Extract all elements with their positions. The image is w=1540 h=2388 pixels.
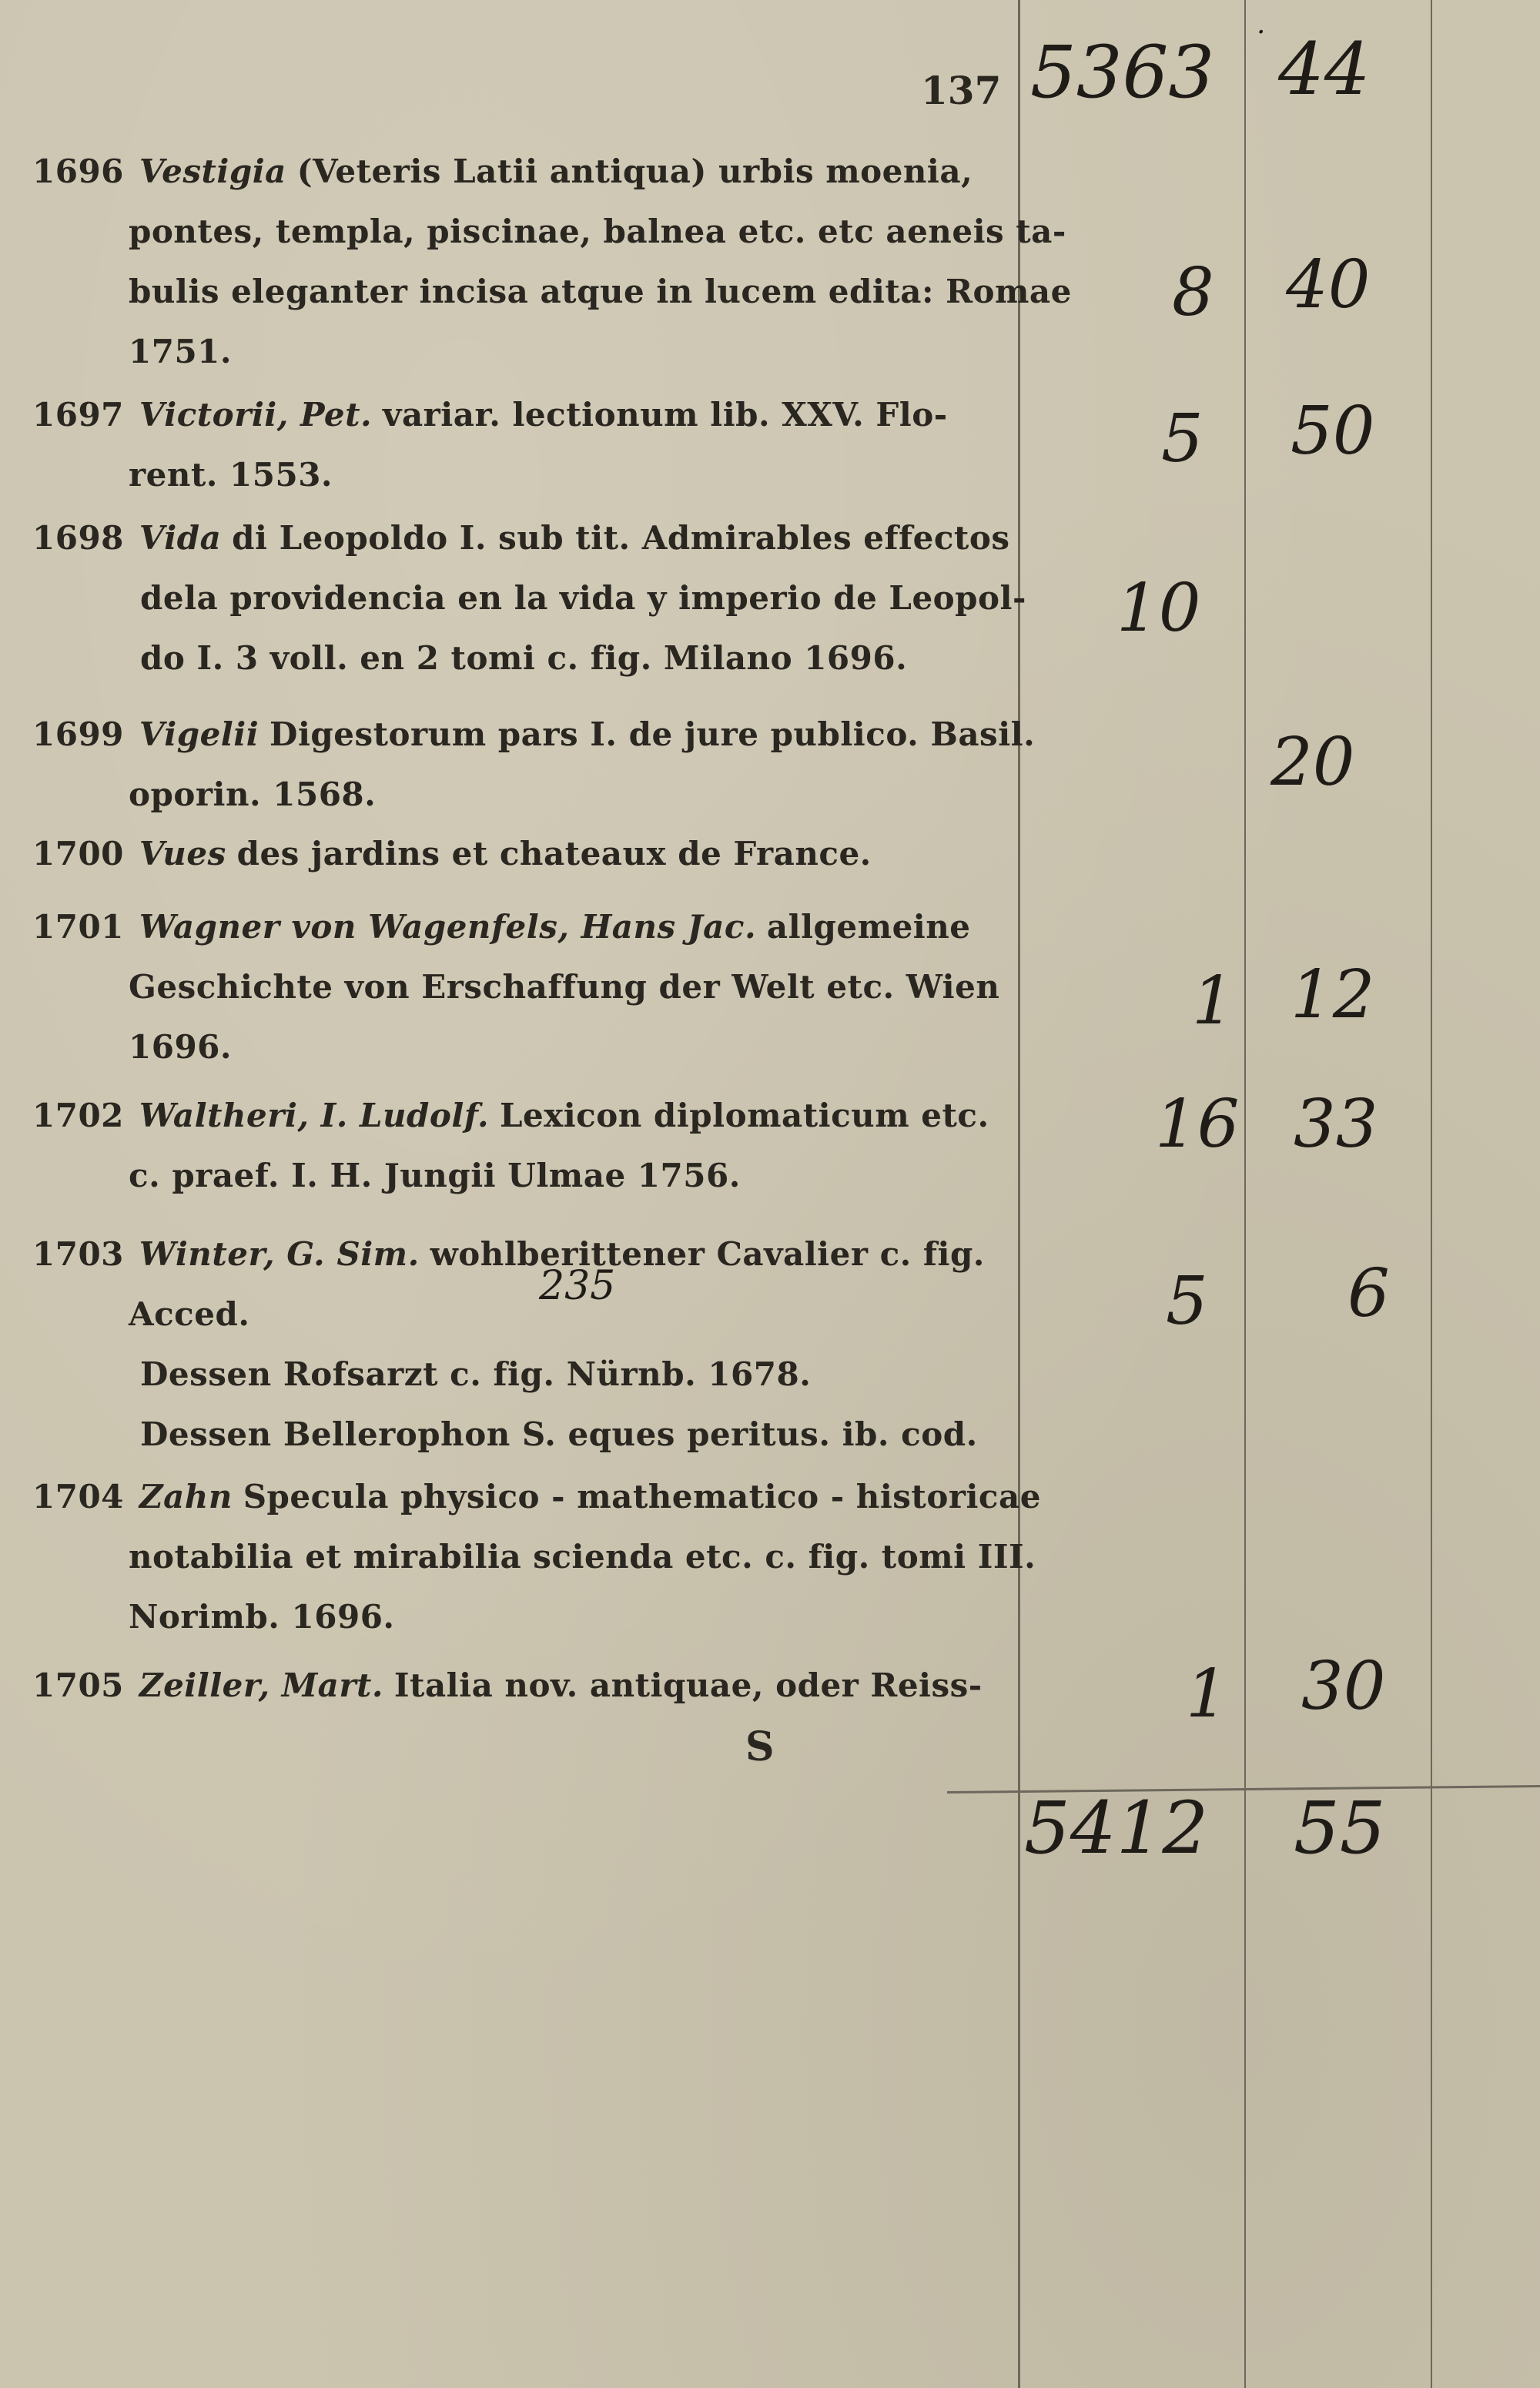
price-right: 50 — [1291, 393, 1375, 470]
entry-1697 — [32, 385, 948, 505]
entry-text: Specula physico - mathematico - historicae — [243, 1478, 1041, 1516]
entry-number: 1696 — [32, 152, 124, 190]
entry-number: 1702 — [32, 1097, 124, 1134]
price-left: 1 — [1186, 1656, 1228, 1733]
carried-over-dash: · — [1257, 17, 1266, 49]
entry-text: (Veteris Latii antiqua) urbis moenia, — [296, 152, 973, 190]
price-left: 10 — [1116, 570, 1201, 647]
entry-name: Vestigia — [139, 152, 286, 190]
entry-1700 — [32, 824, 872, 884]
price-right: 6 — [1348, 1255, 1390, 1332]
entry-number: 1704 — [32, 1478, 124, 1516]
entry-number: 1697 — [32, 396, 124, 434]
entry-text: bulis eleganter incisa atque in lucem edita: Romae — [129, 273, 1072, 310]
entry-text: Italia nov. antiquae, oder Reiss- — [393, 1666, 983, 1704]
price-right: 33 — [1294, 1086, 1378, 1163]
entry-text: dela providencia en la vida y imperio de Leopol- — [140, 579, 1026, 617]
entry-number: 1698 — [32, 519, 124, 557]
ledger-rule-right — [1431, 0, 1432, 2388]
printer-signature: S — [745, 1723, 775, 1770]
entry-name: Wagner von Wagenfels, Hans Jac. — [139, 908, 757, 946]
entry-text: Dessen Rofsarzt c. fig. Nürnb. 1678. — [140, 1355, 812, 1393]
entry-text: des jardins et chateaux de France. — [236, 835, 872, 872]
entry-text: notabilia et mirabilia scienda etc. c. fig. tomi III. — [129, 1538, 1036, 1576]
total-left: 5412 — [1024, 1787, 1209, 1871]
entry-1696 — [32, 142, 1072, 382]
entry-text: variar. lectionum lib. XXV. Flo- — [383, 396, 948, 434]
price-left: 16 — [1155, 1086, 1240, 1163]
entry-text: wohlberittener Cavalier c. fig. — [430, 1235, 985, 1273]
entry-text: Dessen Bellerophon S. eques peritus. ib. cod. — [140, 1415, 978, 1453]
entry-1702 — [32, 1086, 989, 1206]
entry-name: Zeiller, Mart. — [139, 1666, 384, 1704]
entry-text: 1696. — [129, 1028, 233, 1066]
entry-text: do I. 3 voll. en 2 tomi c. fig. Milano 1696. — [140, 639, 908, 677]
total-right: 55 — [1294, 1787, 1386, 1871]
entry-1704 — [32, 1467, 1041, 1647]
entry-text: pontes, templa, piscinae, balnea etc. etc aeneis ta- — [129, 213, 1066, 250]
page-number: 137 — [921, 68, 1002, 113]
price-right: 12 — [1291, 956, 1375, 1033]
entry-name: Vues — [139, 835, 226, 872]
entry-text: oporin. 1568. — [129, 775, 377, 813]
entry-text: rent. 1553. — [129, 456, 333, 494]
entry-number: 1699 — [32, 715, 124, 753]
entry-text: 1751. — [129, 333, 233, 370]
entry-1703 — [32, 1224, 985, 1465]
entry-text: Geschichte von Erschaffung der Welt etc. Wien — [129, 968, 1000, 1006]
entry-number: 1703 — [32, 1235, 124, 1273]
entry-number: 1700 — [32, 835, 124, 872]
entry-name: Waltheri, I. Ludolf. — [139, 1097, 490, 1134]
price-left: 1 — [1192, 963, 1234, 1040]
entry-text: di Leopoldo I. sub tit. Admirables effectos — [232, 519, 1010, 557]
price-right: 30 — [1301, 1648, 1386, 1725]
entry-name: Victorii, Pet. — [139, 396, 373, 434]
entry-1705 — [32, 1656, 983, 1716]
carried-over-left: 5363 — [1030, 31, 1215, 115]
price-left: 5 — [1166, 1263, 1208, 1340]
entry-name: Zahn — [139, 1478, 233, 1516]
entry-text: allgemeine — [766, 908, 971, 946]
entry-name: Winter, G. Sim. — [139, 1235, 420, 1273]
entry-text: Lexicon diplomaticum etc. — [499, 1097, 989, 1134]
entry-1701 — [32, 897, 999, 1077]
entry-text: Norimb. 1696. — [129, 1598, 395, 1636]
entry-text: c. praef. I. H. Jungii Ulmae 1756. — [129, 1157, 741, 1194]
entry-1698 — [32, 508, 1026, 688]
entry-name: Vigelii — [139, 715, 259, 753]
entry-name: Vida — [139, 519, 222, 557]
ledger-rule-middle — [1244, 0, 1246, 2388]
price-right: 20 — [1270, 724, 1355, 801]
entry-number: 1705 — [32, 1666, 124, 1704]
price-left: 8 — [1172, 254, 1214, 331]
entry-1699 — [32, 705, 1035, 825]
entry-text: Acced. — [129, 1295, 250, 1333]
entry-number: 1701 — [32, 908, 124, 946]
margin-note: 235 — [539, 1263, 616, 1309]
entry-text: Digestorum pars I. de jure publico. Basil. — [270, 715, 1036, 753]
price-left: 5 — [1161, 400, 1204, 477]
carried-over-right: 44 — [1278, 28, 1371, 112]
price-right: 40 — [1286, 246, 1371, 323]
